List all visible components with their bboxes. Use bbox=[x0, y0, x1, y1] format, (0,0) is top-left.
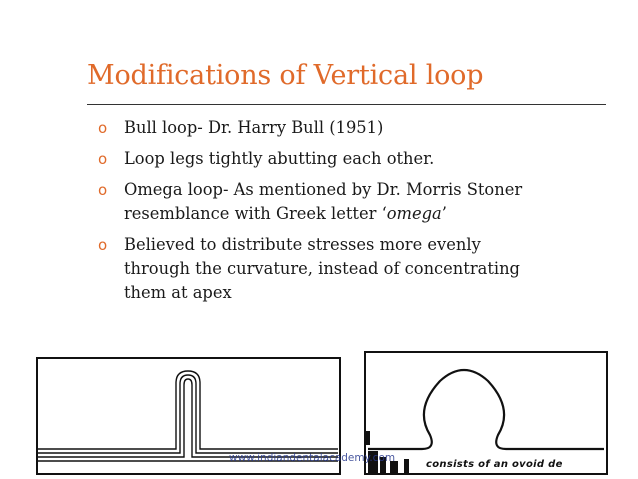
bullet-marker: o bbox=[98, 150, 108, 168]
greek-letter-term: omega bbox=[386, 204, 442, 223]
bullet-text-continued: them at apex bbox=[124, 283, 232, 302]
bullet-item bbox=[98, 116, 618, 140]
bullet-text-segment: ’ bbox=[441, 204, 447, 223]
bullet-marker: o bbox=[98, 119, 108, 137]
bullet-text-continued: through the curvature, instead of concentrating bbox=[124, 259, 520, 278]
loop-wire bbox=[38, 371, 338, 461]
figure-frame bbox=[365, 352, 607, 474]
figure-caption: consists of an ovoid de bbox=[426, 459, 563, 470]
loop-wire bbox=[368, 370, 604, 449]
bullet-text: Omega loop- As mentioned by Dr. Morris Stoner bbox=[124, 180, 523, 199]
bullet-text-continued bbox=[124, 202, 618, 226]
bullet-marker: o bbox=[98, 181, 108, 199]
title-divider bbox=[87, 104, 606, 105]
bullet-text: Loop legs tightly abutting each other. bbox=[124, 149, 435, 168]
bullet-text: Believed to distribute stresses more evenly bbox=[124, 235, 481, 254]
omega-loop-figure bbox=[364, 351, 608, 475]
bullet-marker: o bbox=[98, 236, 108, 254]
bullet-item bbox=[98, 147, 618, 171]
bullet-item bbox=[98, 178, 618, 226]
watermark: www.indiandentalacademy.com bbox=[229, 452, 396, 464]
bullet-text-segment: resemblance with Greek letter ‘ bbox=[124, 204, 387, 223]
bullet-text: Bull loop- Dr. Harry Bull (1951) bbox=[124, 118, 384, 137]
bullet-list bbox=[98, 116, 618, 312]
slide-title: Modifications of Vertical loop bbox=[87, 60, 484, 91]
bullet-item bbox=[98, 233, 618, 305]
